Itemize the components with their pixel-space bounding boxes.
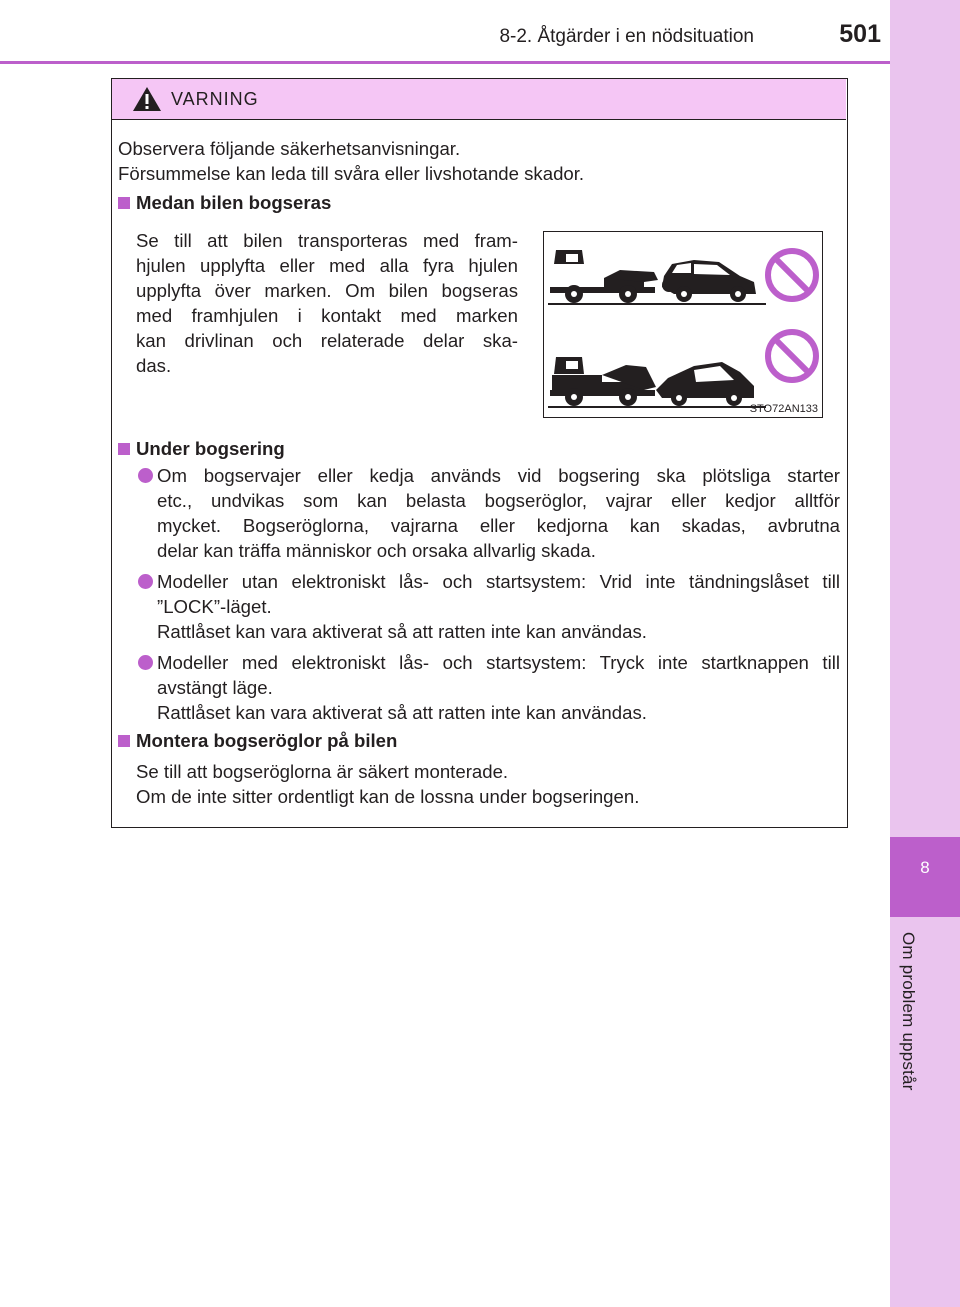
- section-heading: Under bogsering: [136, 438, 285, 459]
- towing-illustration: [543, 231, 823, 418]
- section-title: 8-2. Åtgärder i en nödsituation: [499, 26, 754, 47]
- chapter-title: Om problem uppstår: [899, 932, 918, 1091]
- bullet-line: Modeller med elektroniskt lås- och startsystem: Tryck inte startknappen till: [157, 652, 840, 673]
- bullet-icon: [138, 655, 153, 670]
- bullet-line: Rattlåset kan vara aktiverat så att ratten inte kan användas.: [157, 702, 647, 723]
- heading-square-icon: [118, 735, 130, 747]
- bullet-icon: [138, 468, 153, 483]
- bullet-line: Om bogservajer eller kedja används vid bogsering ska plötsliga starter: [157, 465, 840, 486]
- warning-triangle-icon: [132, 86, 162, 112]
- bullet-line: avstängt läge.: [157, 677, 273, 698]
- bullet-line: Rattlåset kan vara aktiverat så att ratten inte kan användas.: [157, 621, 647, 642]
- paragraph-line: med framhjulen i kontakt med marken: [136, 305, 518, 326]
- car-top: [662, 260, 756, 302]
- bullet-line: etc., undvikas som kan belasta bogseröglor, vajrar eller kedjor alltför: [157, 490, 840, 511]
- tow-truck-bottom: [550, 357, 656, 406]
- paragraph-line: kan drivlinan och relaterade delar ska-: [136, 330, 518, 351]
- heading-square-icon: [118, 443, 130, 455]
- bullet-line: mycket. Bogseröglorna, vajrarna eller kedjorna kan skadas, avbrutna: [157, 515, 840, 536]
- bullet-icon: [138, 574, 153, 589]
- heading-square-icon: [118, 197, 130, 209]
- section-heading: Medan bilen bogseras: [136, 192, 332, 213]
- tow-truck-illustration: [544, 232, 822, 417]
- paragraph-line: das.: [136, 355, 172, 376]
- bullet-line: delar kan träffa människor och orsaka allvarlig skada.: [157, 540, 596, 561]
- header-rule: [0, 61, 890, 64]
- paragraph-line: Om de inte sitter ordentligt kan de lossna under bogseringen.: [136, 786, 640, 807]
- chapter-number: 8: [920, 858, 930, 877]
- bullet-line: Modeller utan elektroniskt lås- och startsystem: Vrid inte tändningslåset till: [157, 571, 840, 592]
- prohibition-icon: [768, 332, 816, 380]
- figure-code: STO72AN133: [749, 403, 818, 415]
- paragraph-line: hjulen upplyfta eller med alla fyra hjulen: [136, 255, 518, 276]
- car-bottom: [656, 362, 754, 406]
- warning-header: [112, 79, 846, 120]
- section-heading: Montera bogseröglor på bilen: [136, 730, 398, 751]
- page-number: 501: [839, 20, 881, 48]
- paragraph-line: Se till att bogseröglorna är säkert monterade.: [136, 761, 509, 782]
- paragraph-line: Se till att bilen transporteras med fram-: [136, 230, 518, 251]
- bullet-line: ”LOCK”-läget.: [157, 596, 272, 617]
- tow-truck-top: [550, 250, 676, 303]
- warning-intro-line: Observera följande säkerhetsanvisningar.: [118, 138, 461, 159]
- warning-intro-line: Försummelse kan leda till svåra eller livshotande skador.: [118, 163, 585, 184]
- prohibition-icon: [768, 251, 816, 299]
- warning-title: VARNING: [171, 89, 259, 109]
- chapter-sidebar: [890, 0, 960, 1307]
- paragraph-line: upplyfta över marken. Om bilen bogseras: [136, 280, 518, 301]
